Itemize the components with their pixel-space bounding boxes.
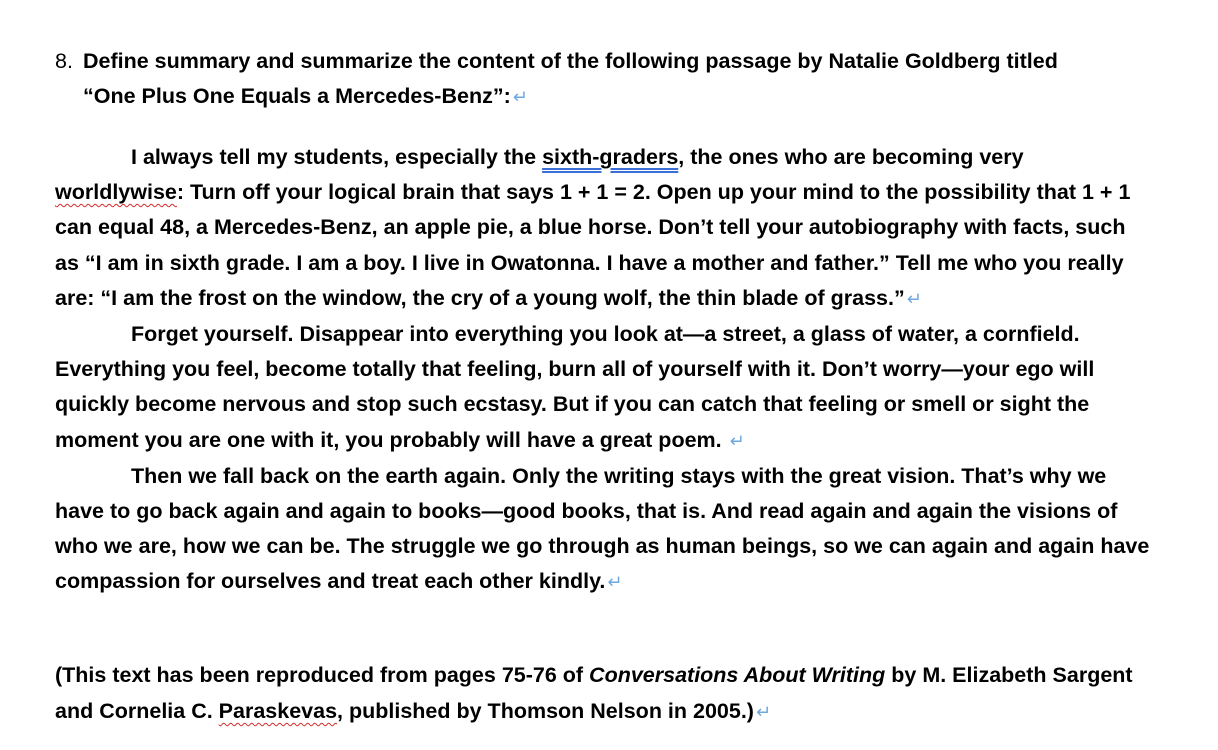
question-line-1	[55, 44, 1165, 79]
passage-p1-text-b: , the ones who are becoming very	[678, 145, 1024, 169]
citation-text-b: by M. Elizabeth Sargent and Cornelia C.	[55, 663, 1133, 723]
spelling-flagged-word[interactable]: Paraskevas	[218, 699, 338, 723]
question-text-line-1: Define summary and summarize the content of the following passage by Natalie Goldberg titled	[83, 49, 1058, 73]
paragraph-mark-icon: ↵	[512, 87, 528, 107]
passage-p1-text-c: : Turn off your logical brain that says 1 + 1 = 2. Open up your mind to the possibility that 1 + 1 can equal 48, a Mercedes-Benz, an apple pie, a blue horse. Don’t tell your autobiography with facts, such as “I am in sixth grade. I am a boy. I live in Owatonna. I have a mother and father.” Tell me who you really are: “I am the frost on the window, the cry of a young wolf, the thin blade of grass.”	[55, 180, 1131, 310]
quoted-passage	[55, 140, 1155, 601]
spelling-flagged-word[interactable]: worldlywise	[55, 180, 177, 205]
question-text-line-2: “One Plus One Equals a Mercedes-Benz”:	[83, 84, 511, 108]
source-citation	[55, 657, 1155, 730]
paragraph-mark-icon: ↵	[729, 430, 745, 451]
passage-paragraph-2	[55, 317, 1155, 459]
passage-p1-text-a: I always tell my students, especially the	[131, 145, 543, 169]
grammar-flagged-word[interactable]: sixth-graders	[542, 145, 679, 169]
question-number: 8.	[55, 49, 73, 73]
citation-text-a: (This text has been reproduced from pages 75-76 of	[55, 663, 590, 687]
citation-text-c: , published by Thomson Nelson in 2005.)	[337, 699, 754, 723]
book-title: Conversations About Writing	[589, 663, 886, 687]
question-8	[55, 44, 1165, 115]
passage-paragraph-1	[55, 140, 1155, 317]
passage-p3-text: Then we fall back on the earth again. Only the writing stays with the great vision. That’s why we have to go back again and again to books—good books, that is. And read again and again the visions of who we are, how we can be. The struggle we go through as human beings, so we can again and again have compassion for ourselves and treat each other kindly.	[55, 463, 1150, 594]
passage-p2-text: Forget yourself. Disappear into everything you look at—a street, a glass of water, a cornfield. Everything you feel, become totally that feeling, burn all of yourself with it. Don’t worry—your ego will quickly become nervous and stop such ecstasy. But if you can catch that feeling or smell or sight the moment you are one with it, you probably will have a great poem.	[55, 322, 1095, 452]
passage-paragraph-3	[55, 459, 1155, 601]
question-line-2	[55, 79, 1165, 115]
paragraph-mark-icon: ↵	[607, 572, 623, 593]
paragraph-mark-icon: ↵	[755, 702, 772, 722]
paragraph-mark-icon: ↵	[906, 288, 922, 309]
